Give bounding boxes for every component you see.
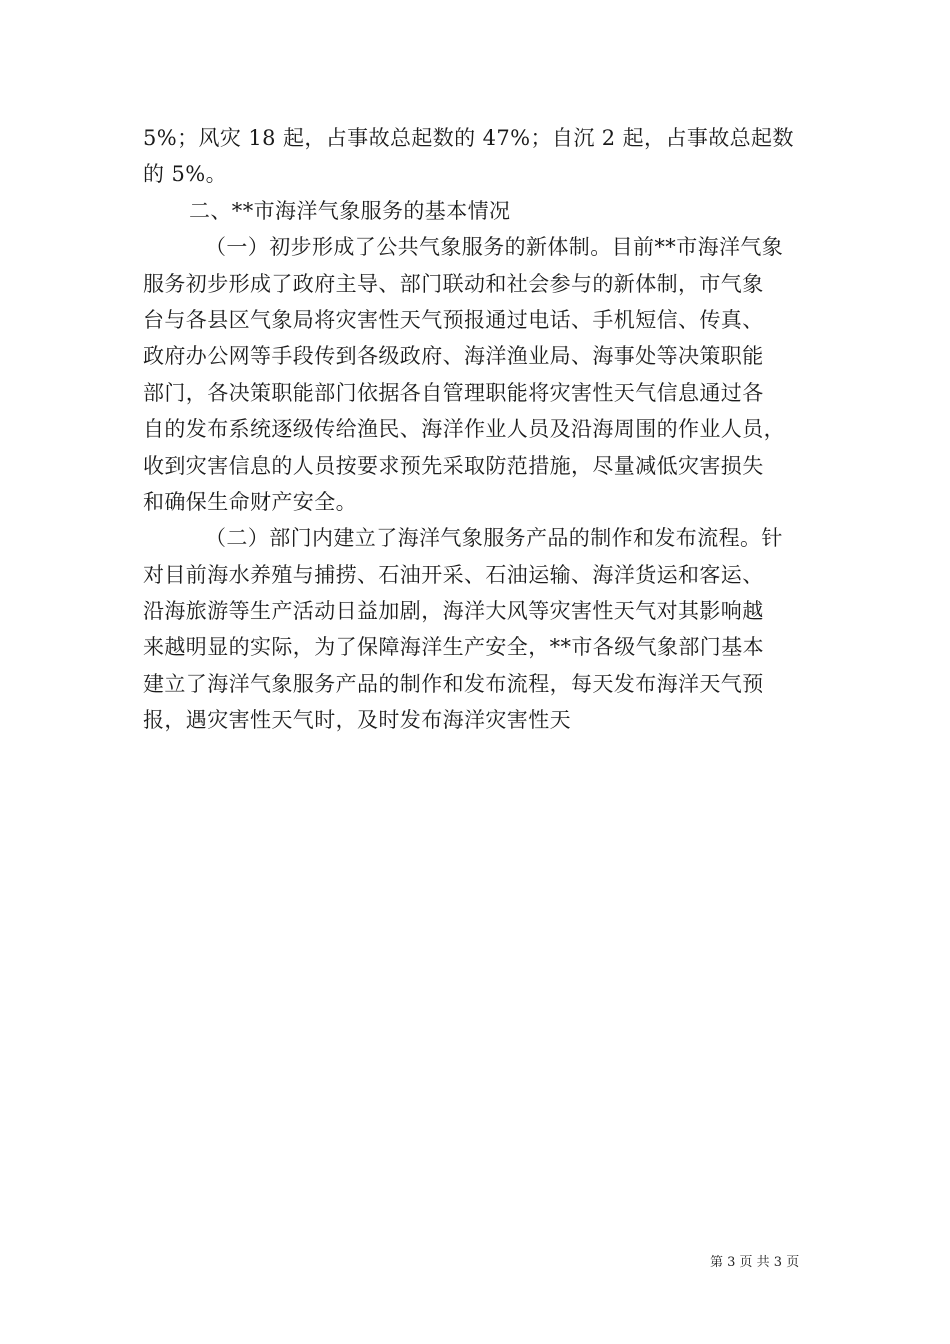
body-line: 政府办公网等手段传到各级政府、海洋渔业局、海事处等决策职能	[143, 344, 764, 369]
page-number-footer: 第 3 页 共 3 页	[710, 1255, 800, 1270]
body-line: 来越明显的实际，为了保障海洋生产安全，**市各级气象部门基本	[143, 635, 764, 660]
body-line: 自的发布系统逐级传给渔民、海洋作业人员及沿海周围的作业人员，	[143, 417, 785, 442]
body-line: 沿海旅游等生产活动日益加剧，海洋大风等灾害性天气对其影响越	[143, 599, 764, 624]
body-line: 和确保生命财产安全。	[143, 489, 357, 514]
body-line: 收到灾害信息的人员按要求预先采取防范措施，尽量减低灾害损失	[143, 453, 764, 478]
paragraph-first-line: （一）初步形成了公共气象服务的新体制。目前**市海洋气象	[205, 235, 784, 260]
paragraph-first-line: （二）部门内建立了海洋气象服务产品的制作和发布流程。针	[205, 526, 783, 551]
body-line: 报，遇灾害性天气时，及时发布海洋灾害性天	[143, 708, 571, 733]
body-line: 5%；风灾 18 起，占事故总起数的 47%；自沉 2 起，占事故总起数	[143, 126, 794, 150]
body-line: 的 5%。	[143, 162, 227, 187]
body-line: 对目前海水养殖与捕捞、石油开采、石油运输、海洋货运和客运、	[143, 562, 764, 587]
body-line: 建立了海洋气象服务产品的制作和发布流程，每天发布海洋天气预	[143, 671, 764, 696]
body-line: 台与各县区气象局将灾害性天气预报通过电话、手机短信、传真、	[143, 307, 764, 332]
body-line: 服务初步形成了政府主导、部门联动和社会参与的新体制，市气象	[143, 271, 764, 296]
document-body	[143, 120, 811, 739]
section-heading: 二、**市海洋气象服务的基本情况	[189, 198, 511, 223]
body-line: 部门，各决策职能部门依据各自管理职能将灾害性天气信息通过各	[143, 380, 764, 405]
